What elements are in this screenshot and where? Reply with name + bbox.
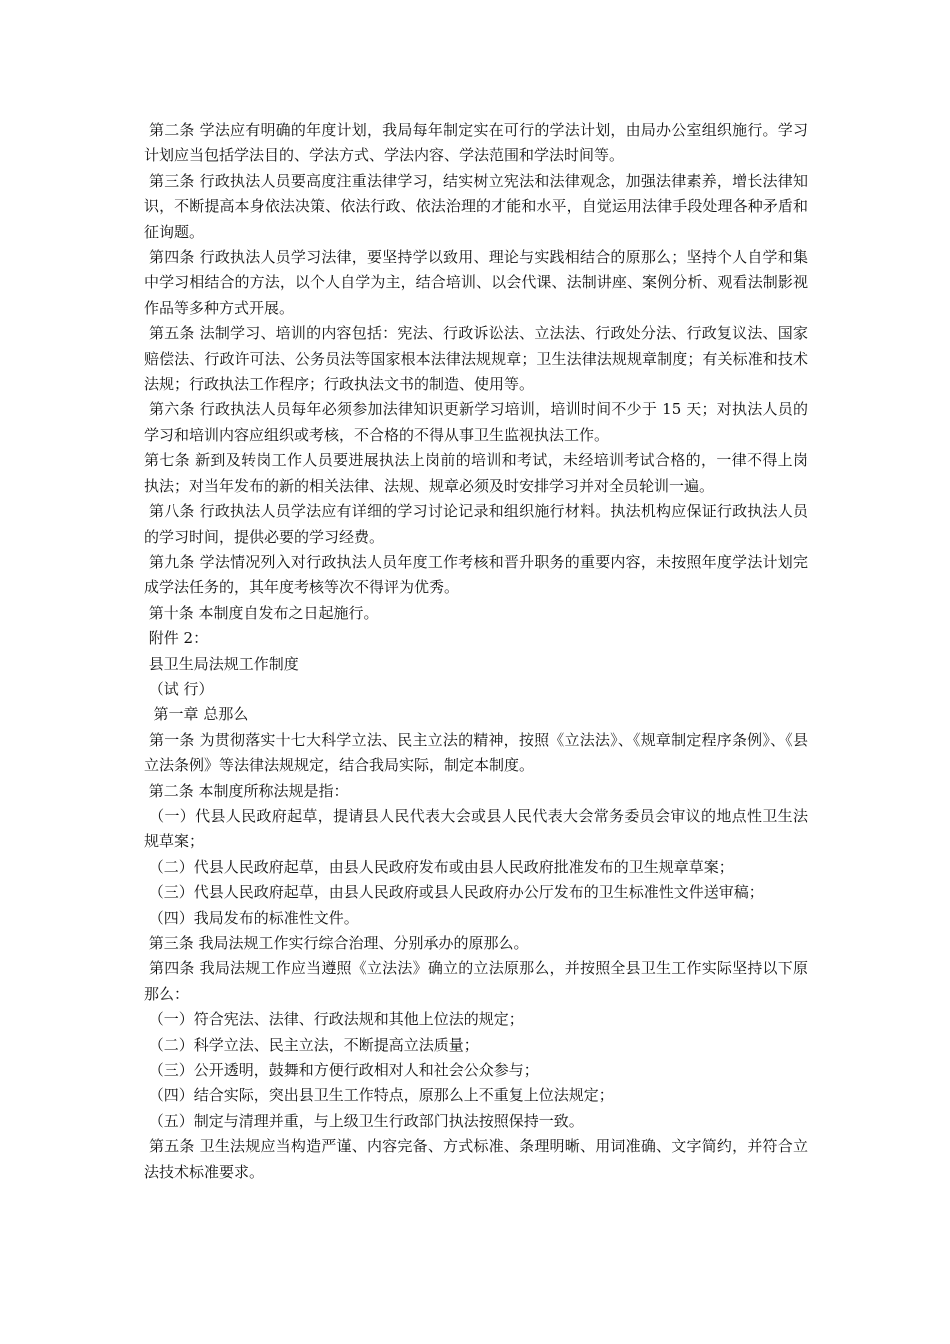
rule-article-1: 第一条 为贯彻落实十七大科学立法、民主立法的精神，按照《立法法》、《规章制定程序条例》、《县立法条例》等法律法规规定，结合我局实际，制定本制度。 — [144, 730, 808, 775]
rule-article-4: 第四条 我局法规工作应当遵照《立法法》确立的立法原那么，并按照全县卫生工作实际坚持以下原那么： — [144, 959, 808, 1003]
article-4-study-methods: 第四条 行政执法人员学习法律，要坚持学以致用、理论与实践相结合的原那么；坚持个人自学和集中学习相结合的方法，以个人自学为主，结合培训、以会代课、法制讲座、案例分析、观看法制影视作品等多种方式开展。 — [144, 248, 808, 317]
rule-article-2-item-1: （一）代县人民政府起草，提请县人民代表大会或县人民代表大会常务委员会审议的地点性卫生法规草案； — [144, 806, 808, 851]
rule-article-4-item-4: （四）结合实际，突出县卫生工作特点，原那么上不重复上位法规定； — [144, 1086, 614, 1105]
rule-article-4-item-5: （五）制定与清理并重，与上级卫生行政部门执法按照保持一致。 — [144, 1111, 584, 1130]
article-8-records: 第八条 行政执法人员学法应有详细的学习讨论记录和组织施行材料。执法机构应保证行政执法人员的学习时间，提供必要的学习经费。 — [144, 502, 808, 546]
rule-article-4-item-2: （二）科学立法、民主立法，不断提高立法质量； — [144, 1035, 479, 1054]
rule-article-5: 第五条 卫生法规应当构造严谨、内容完备、方式标准、条理明晰、用词准确、文字简约，并符合立法技术标准要求。 — [144, 1137, 808, 1181]
article-9-assessment: 第九条 学法情况列入对行政执法人员年度工作考核和晋升职务的重要内容，未按照年度学法计划完成学法任务的，其年度考核等次不得评为优秀。 — [144, 552, 808, 597]
attachment-label: 附件 2： — [144, 629, 209, 648]
chapter-heading: 第一章 总那么 — [144, 705, 249, 724]
rule-article-2: 第二条 本制度所称法规是指： — [144, 781, 349, 800]
article-7-new-staff: 第七条 新到及转岗工作人员要进展执法上岗前的培训和考试，未经培训考试合格的，一律不得上岗执法；对当年发布的新的相关法律、法规、规章必须及时安排学习并对全员轮训一遍。 — [144, 451, 808, 495]
rule-article-2-item-3: （三）代县人民政府起草，由县人民政府或县人民政府办公厅发布的卫生标准性文件送审稿； — [144, 883, 764, 902]
rule-article-2-item-4: （四）我局发布的标准性文件。 — [144, 908, 359, 927]
article-5-training-content: 第五条 法制学习、培训的内容包括：宪法、行政诉讼法、立法法、行政处分法、行政复议法、国家赔偿法、行政许可法、公务员法等国家根本法律法规规章；卫生法律法规规章制度；有关标准和技术法规；行政执法工作程序；行政执法文书的制造、使用等。 — [144, 324, 808, 394]
article-10-effective: 第十条 本制度自发布之日起施行。 — [144, 603, 379, 622]
rule-article-2-item-2: （二）代县人民政府起草，由县人民政府发布或由县人民政府批准发布的卫生规章草案； — [144, 857, 734, 876]
rule-article-4-item-1: （一）符合宪法、法律、行政法规和其他上位法的规定； — [144, 1010, 524, 1029]
article-3-legal-study: 第三条 行政执法人员要高度注重法律学习，结实树立宪法和法律观念，加强法律素养，增长法律知识，不断提高本身依法决策、依法行政、依法治理的才能和水平，自觉运用法律手段处理各种矛盾和征询题。 — [144, 171, 808, 241]
article-6-annual-training: 第六条 行政执法人员每年必须参加法律知识更新学习培训，培训时间不少于 15 天；对执法人员的学习和培训内容应组织或考核，不合格的不得从事卫生监视执法工作。 — [144, 400, 808, 444]
document-title: 县卫生局法规工作制度 — [144, 654, 299, 673]
rule-article-4-item-3: （三）公开透明，鼓舞和方便行政相对人和社会公众参与； — [144, 1061, 539, 1080]
article-2-planning: 第二条 学法应有明确的年度计划，我局每年制定实在可行的学法计划，由局办公室组织施行。学习计划应当包括学法目的、学法方式、学法内容、学法范围和学法时间等。 — [144, 121, 808, 165]
document-body — [144, 118, 808, 1185]
rule-article-3: 第三条 我局法规工作实行综合治理、分别承办的原那么。 — [144, 934, 529, 952]
document-subtitle: （试 行） — [144, 679, 214, 698]
